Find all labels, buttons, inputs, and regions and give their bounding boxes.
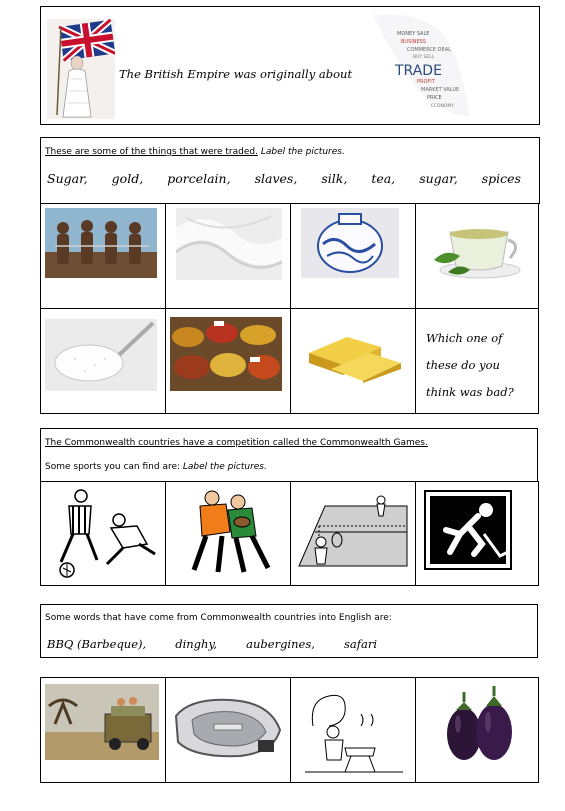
question-line-3: think was bad? [426,385,514,399]
games-line-2-text: Some sports you can find are: [45,462,181,472]
slaves-picture [45,208,157,278]
svg-text:COMMERCE DEAL: COMMERCE DEAL [407,47,451,53]
header-title: The British Empire was originally about [119,67,353,81]
cell-tea [415,203,539,309]
tennis-picture [295,486,411,576]
svg-text:PROFIT: PROFIT [417,79,435,85]
rugby-picture [172,486,284,580]
word-tea: tea, [371,171,396,186]
games-intro-box [40,428,538,482]
svg-text:ECONOMY: ECONOMY [431,104,455,109]
cell-safari [40,677,166,783]
word-porcelain: porcelain, [167,171,231,186]
cell-question [415,308,539,414]
question-text [426,325,514,406]
word-bbq: BBQ (Barbeque), [47,637,147,651]
question-line-1: Which one of [426,331,503,345]
trade-word-cloud [367,13,477,121]
cell-spices [165,308,291,414]
cell-dinghy [165,677,291,783]
barbeque-picture [299,686,407,776]
cell-rugby [165,481,291,586]
svg-text:MONEY SALE: MONEY SALE [397,31,430,37]
games-line-1: The Commonwealth countries have a competition called the Commonwealth Games. [45,438,428,448]
cell-porcelain [290,203,416,309]
aubergines-picture [434,684,524,768]
header-box [40,6,540,125]
britannia-flag-picture [47,19,115,119]
safari-picture [45,684,159,760]
commonwealth-words-row [47,637,377,651]
words-intro: Some words that have come from Commonwealth countries into English are: [45,613,392,623]
trade-instruction: These are some of the things that were traded. [45,147,258,157]
trade-word: TRADE [395,63,442,79]
games-line-2-label: Label the pictures. [182,462,267,472]
word-aubergines: aubergines, [246,637,315,651]
word-spices: spices [481,171,521,186]
word-safari: safari [343,637,377,651]
cell-silk [165,203,291,309]
svg-text:BUY SELL: BUY SELL [413,55,435,60]
sugar-spoon-picture [45,319,157,391]
svg-text:BUSINESS: BUSINESS [401,39,426,45]
football-picture [47,486,159,580]
cell-tennis [290,481,416,586]
dinghy-picture [170,686,286,766]
silk-picture [176,208,282,280]
trade-instruction-label: Label the pictures. [260,147,345,157]
word-gold: gold, [111,171,144,186]
games-line-2 [45,462,267,472]
word-sugar: Sugar, [47,171,88,186]
word-slaves: slaves, [254,171,298,186]
word-sugar-2: sugar, [419,171,458,186]
cell-hockey [415,481,539,586]
cell-slaves [40,203,166,309]
hockey-icon [424,490,512,570]
trade-intro-box [40,137,540,204]
words-intro-box [40,604,538,658]
trade-instruction-line [45,147,345,157]
spices-picture [170,317,282,391]
svg-text:MARKET VALUE: MARKET VALUE [421,87,460,93]
word-dinghy: dinghy, [175,637,218,651]
porcelain-vase-picture [301,208,399,278]
question-line-2: these do you [426,358,500,372]
traded-words-row [47,171,521,186]
cell-football [40,481,166,586]
svg-text:PRICE: PRICE [427,95,442,101]
word-silk: silk, [321,171,348,186]
tea-cup-picture [430,212,526,282]
cell-aubergines [415,677,539,783]
cell-gold [290,308,416,414]
cell-sugar [40,308,166,414]
cell-barbeque [290,677,416,783]
gold-bars-picture [301,323,405,383]
